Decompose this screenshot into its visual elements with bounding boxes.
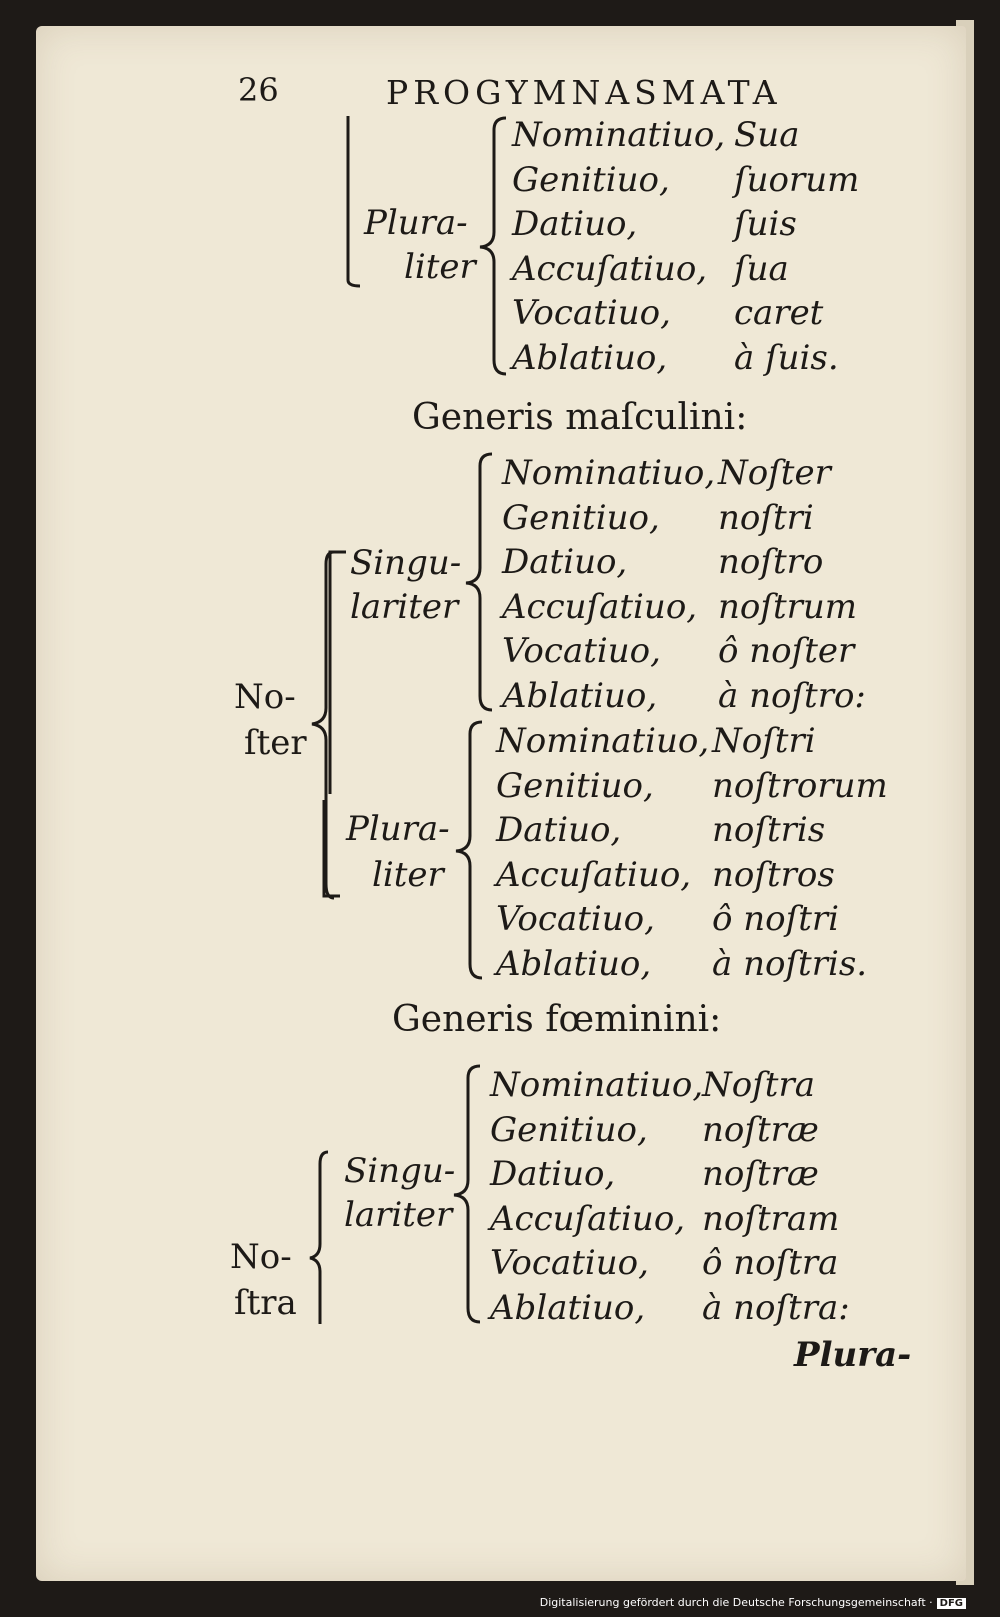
case-name: Ablatiuo, (502, 675, 658, 716)
digitization-credit (540, 1596, 966, 1609)
page-number: 26 (238, 71, 279, 109)
case-name: Accuſatiuo, (496, 854, 692, 895)
case-name: Accuſatiuo, (490, 1198, 686, 1239)
inflected-form: noſtris (712, 810, 826, 850)
case-name: Datiuo, (490, 1154, 616, 1194)
case-name: Ablatiuo, (512, 337, 668, 378)
inflected-form: à noſtris. (712, 943, 868, 984)
case-brace (448, 718, 488, 984)
case-name: Datiuo, (496, 810, 622, 850)
case-name: Vocatiuo, (496, 899, 655, 939)
inflected-form: noſtram (702, 1198, 840, 1239)
case-name: Nominatiuo, (490, 1065, 704, 1105)
inflected-form: Noſtra (702, 1065, 815, 1105)
case-name: Vocatiuo, (512, 293, 671, 333)
number-label: Plura- (346, 809, 450, 849)
catchword: Plura- (794, 1335, 912, 1375)
word-label: ſter (244, 723, 307, 763)
word-brace (304, 1148, 334, 1328)
section-heading: Generis maſculini: (412, 397, 748, 438)
case-name: Vocatiuo, (502, 631, 661, 671)
inflected-form: Sua (734, 115, 800, 155)
number-bracket (316, 798, 346, 904)
word-label: ſtra (234, 1283, 297, 1323)
case-name: Genitiuo, (490, 1109, 648, 1150)
case-name: Nominatiuo, (502, 453, 716, 493)
case-name: Accuſatiuo, (512, 248, 708, 289)
inflected-form: ſua (734, 248, 789, 289)
inflected-form: ô noſtri (712, 899, 840, 939)
left-bracket (336, 114, 366, 290)
case-name: Genitiuo, (496, 765, 654, 806)
case-name: Ablatiuo, (490, 1287, 646, 1328)
case-name: Genitiuo, (512, 159, 670, 200)
inflected-form: à ſuis. (734, 337, 839, 378)
inflected-form: noſtræ (702, 1109, 819, 1150)
inflected-form: Noſtri (712, 721, 816, 761)
case-name: Nominatiuo, (496, 721, 710, 761)
case-name: Accuſatiuo, (502, 586, 698, 627)
number-label: liter (372, 855, 444, 895)
case-name: Datiuo, (502, 542, 628, 582)
number-label: Singu- (344, 1151, 456, 1191)
case-name: Genitiuo, (502, 497, 660, 538)
inflected-form: noſtræ (702, 1154, 819, 1194)
case-brace (472, 114, 512, 380)
case-name: Datiuo, (512, 204, 638, 244)
number-label: lariter (350, 587, 459, 627)
word-label: No- (230, 1237, 292, 1277)
inflected-form: ô noſtra (702, 1243, 839, 1283)
inflected-form: noſtrum (718, 586, 858, 627)
case-name: Nominatiuo, (512, 115, 726, 155)
number-label: Singu- (350, 543, 462, 583)
inflected-form: noſtro (718, 542, 824, 582)
case-name: Ablatiuo, (496, 943, 652, 984)
case-brace (446, 1062, 486, 1328)
inflected-form: noſtri (718, 497, 814, 538)
word-label: No- (234, 677, 296, 717)
inflected-form: ſuorum (734, 159, 860, 200)
inflected-form: Noſter (718, 453, 831, 493)
case-name: Vocatiuo, (490, 1243, 649, 1283)
number-label: Plura- (364, 203, 468, 243)
section-heading: Generis fœminini: (392, 999, 722, 1040)
inflected-form: à noſtro: (718, 675, 866, 716)
dfg-logo: DFG (937, 1598, 966, 1609)
inflected-form: caret (734, 293, 824, 333)
credit-text: Digitalisierung gefördert durch die Deutsche Forschungsgemeinschaft · (539, 1596, 933, 1609)
number-label: lariter (344, 1195, 453, 1235)
inflected-form: noſtros (712, 854, 835, 895)
number-label: liter (404, 247, 476, 287)
number-bracket (322, 548, 352, 798)
case-brace (458, 450, 498, 716)
inflected-form: ô noſter (718, 631, 855, 671)
inflected-form: ſuis (734, 204, 797, 244)
inflected-form: noſtrorum (712, 765, 888, 806)
running-title: PROGYMNASMATA (386, 73, 782, 112)
inflected-form: à noſtra: (702, 1287, 850, 1328)
